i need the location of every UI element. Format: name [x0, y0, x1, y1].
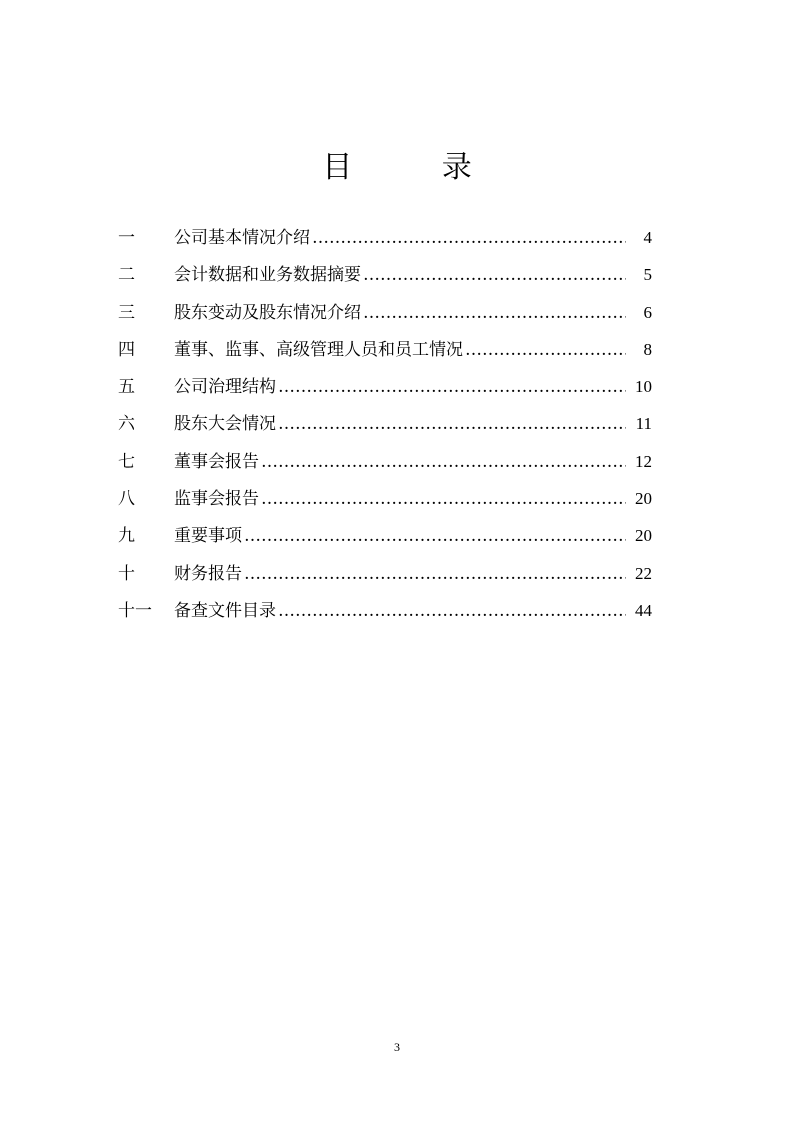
toc-entry-title: 董事、监事、高级管理人员和员工情况	[174, 339, 463, 360]
toc-entry[interactable]	[118, 559, 652, 596]
toc-entry-page: 6	[643, 302, 652, 322]
toc-dot-leader	[465, 335, 626, 365]
toc-entry-number: 八	[118, 489, 135, 510]
toc-dot-leader	[261, 447, 626, 477]
toc-entry-title: 公司治理结构	[174, 377, 276, 398]
table-of-contents	[118, 223, 652, 633]
toc-entry-title: 财务报告	[174, 563, 242, 584]
toc-entry[interactable]	[118, 223, 652, 260]
toc-dot-leader	[363, 260, 626, 290]
toc-entry-page: 20	[635, 526, 652, 546]
toc-entry-page: 20	[635, 489, 652, 509]
toc-dot-leader	[278, 596, 626, 626]
toc-entry[interactable]	[118, 335, 652, 372]
toc-entry-title: 重要事项	[174, 526, 242, 547]
toc-entry-page: 5	[643, 265, 652, 285]
toc-entry-number: 五	[118, 377, 135, 398]
toc-entry-page: 12	[635, 451, 652, 471]
toc-entry-title: 公司基本情况介绍	[174, 228, 310, 248]
toc-dot-leader	[244, 521, 626, 551]
toc-dot-leader	[278, 409, 626, 439]
toc-entry[interactable]	[118, 521, 652, 558]
toc-entry-title: 备查文件目录	[174, 600, 276, 621]
toc-dot-leader	[261, 484, 626, 514]
toc-entry-number: 三	[118, 302, 135, 323]
toc-entry-number: 十一	[118, 600, 152, 621]
toc-entry[interactable]	[118, 372, 652, 409]
toc-entry-title: 会计数据和业务数据摘要	[174, 265, 361, 286]
toc-entry[interactable]	[118, 409, 652, 446]
page-title: 目 录	[322, 150, 512, 185]
toc-dot-leader	[278, 372, 626, 402]
toc-entry-page: 11	[635, 414, 652, 434]
toc-entry-title: 监事会报告	[174, 489, 259, 510]
toc-entry[interactable]	[118, 484, 652, 521]
toc-entry[interactable]	[118, 447, 652, 484]
toc-entry-title: 股东变动及股东情况介绍	[174, 302, 361, 323]
toc-entry[interactable]	[118, 260, 652, 297]
toc-entry[interactable]	[118, 298, 652, 335]
toc-entry-number: 七	[118, 451, 135, 472]
toc-entry[interactable]	[118, 596, 652, 633]
toc-entry-number: 一	[118, 228, 135, 248]
toc-entry-page: 4	[643, 228, 652, 247]
toc-entry-page: 44	[635, 600, 652, 620]
toc-entry-number: 九	[118, 526, 135, 547]
page-number: 3	[394, 1040, 400, 1054]
toc-dot-leader	[244, 559, 626, 589]
toc-entry-title: 股东大会情况	[174, 414, 276, 435]
toc-dot-leader	[363, 298, 626, 328]
toc-entry-number: 六	[118, 414, 135, 435]
toc-entry-title: 董事会报告	[174, 451, 259, 472]
toc-entry-number: 二	[118, 265, 135, 286]
toc-entry-number: 四	[118, 339, 135, 360]
toc-dot-leader	[312, 223, 626, 253]
toc-entry-page: 10	[635, 377, 652, 397]
toc-entry-page: 8	[643, 339, 652, 359]
toc-entry-page: 22	[635, 563, 652, 583]
toc-entry-number: 十	[118, 563, 135, 584]
